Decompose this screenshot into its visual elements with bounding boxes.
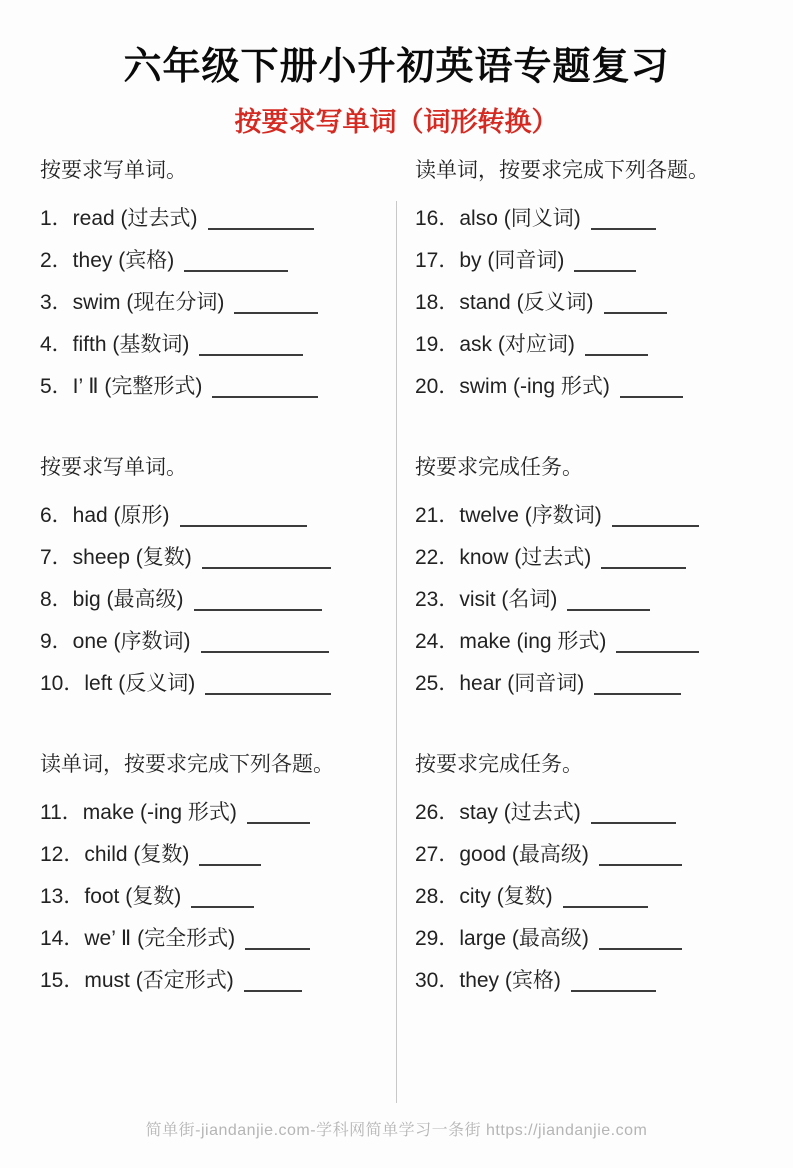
question-row (415, 366, 775, 408)
answer-blank[interactable] (574, 270, 636, 272)
group-items (40, 198, 382, 408)
answer-blank[interactable] (202, 567, 331, 569)
question-row (415, 495, 775, 537)
question-text: 29．large (最高级) (415, 927, 589, 951)
question-text: 27．good (最高级) (415, 843, 589, 867)
question-group (415, 156, 775, 408)
answer-blank[interactable] (567, 609, 650, 611)
question-row (40, 834, 382, 876)
question-row (415, 579, 775, 621)
question-row (415, 876, 775, 918)
question-text: 6．had (原形) (40, 504, 170, 528)
answer-blank[interactable] (199, 354, 303, 356)
question-row (415, 663, 775, 705)
question-group (415, 750, 775, 1002)
answer-blank[interactable] (184, 270, 288, 272)
question-row (415, 621, 775, 663)
question-row (40, 876, 382, 918)
question-text: 19．ask (对应词) (415, 333, 575, 357)
column-left (40, 156, 396, 1002)
question-row (40, 366, 382, 408)
question-row (415, 240, 775, 282)
answer-blank[interactable] (199, 864, 261, 866)
question-group (40, 156, 382, 408)
question-text: 22．know (过去式) (415, 546, 592, 570)
answer-blank[interactable] (180, 525, 307, 527)
question-text: 4．fifth (基数词) (40, 333, 190, 357)
question-text: 2．they (宾格) (40, 249, 175, 273)
group-instruction: 按要求写单词。 (40, 159, 187, 183)
question-row (40, 663, 382, 705)
group-items (415, 495, 775, 705)
answer-blank[interactable] (591, 228, 656, 230)
question-text: 3．swim (现在分词) (40, 291, 225, 315)
question-text: 13．foot (复数) (40, 885, 182, 909)
answer-blank[interactable] (599, 864, 682, 866)
question-row (40, 537, 382, 579)
question-row (40, 198, 382, 240)
question-row (415, 537, 775, 579)
answer-blank[interactable] (247, 822, 310, 824)
question-group (40, 750, 382, 1002)
answer-blank[interactable] (620, 396, 683, 398)
question-group (415, 453, 775, 705)
question-text: 8．big (最高级) (40, 588, 184, 612)
worksheet-page (0, 46, 793, 1168)
question-row (40, 324, 382, 366)
page-title: 六年级下册小升初英语专题复习 (123, 46, 670, 88)
question-text: 17．by (同音词) (415, 249, 565, 273)
answer-blank[interactable] (191, 906, 254, 908)
question-text: 20．swim (-ing 形式) (415, 375, 610, 399)
question-row (40, 792, 382, 834)
answer-blank[interactable] (208, 228, 314, 230)
answer-blank[interactable] (205, 693, 331, 695)
question-text: 14．we’ Ⅱ (完全形式) (40, 927, 236, 951)
question-row (40, 495, 382, 537)
group-instruction: 读单词，按要求完成下列各题。 (40, 753, 334, 777)
question-row (415, 918, 775, 960)
group-instruction: 按要求完成任务。 (415, 753, 583, 777)
question-row (40, 282, 382, 324)
group-items (415, 792, 775, 1002)
question-row (415, 324, 775, 366)
column-divider (396, 201, 397, 1103)
answer-blank[interactable] (616, 651, 699, 653)
answer-blank[interactable] (244, 990, 302, 992)
question-row (415, 792, 775, 834)
question-text: 26．stay (过去式) (415, 801, 581, 825)
question-row (40, 621, 382, 663)
answer-blank[interactable] (594, 693, 681, 695)
question-row (415, 282, 775, 324)
answer-blank[interactable] (604, 312, 667, 314)
question-row (40, 960, 382, 1002)
answer-blank[interactable] (234, 312, 318, 314)
question-text: 25．hear (同音词) (415, 672, 585, 696)
question-text: 24．make (ing 形式) (415, 630, 607, 654)
group-items (40, 495, 382, 705)
question-text: 23．visit (名词) (415, 588, 558, 612)
answer-blank[interactable] (601, 567, 686, 569)
question-text: 10．left (反义词) (40, 672, 196, 696)
answer-blank[interactable] (563, 906, 648, 908)
question-text: 9．one (序数词) (40, 630, 191, 654)
column-right (396, 156, 775, 1002)
question-text: 12．child (复数) (40, 843, 190, 867)
question-text: 15．must (否定形式) (40, 969, 234, 993)
answer-blank[interactable] (201, 651, 329, 653)
question-text: 30．they (宾格) (415, 969, 561, 993)
group-items (415, 198, 775, 408)
question-text: 16．also (同义词) (415, 207, 581, 231)
question-row (40, 240, 382, 282)
answer-blank[interactable] (212, 396, 318, 398)
question-row (415, 198, 775, 240)
page-subtitle: 按要求写单词（词形转换） (234, 106, 559, 137)
group-instruction: 读单词，按要求完成下列各题。 (415, 159, 709, 183)
question-text: 7．sheep (复数) (40, 546, 192, 570)
answer-blank[interactable] (599, 948, 682, 950)
group-instruction: 按要求写单词。 (40, 456, 187, 480)
answer-blank[interactable] (612, 525, 699, 527)
group-instruction: 按要求完成任务。 (415, 456, 583, 480)
footer-watermark: 简单街-jiandanjie.com-学科网简单学习一条街 https://jiandanjie.com (145, 1122, 648, 1139)
question-text: 1．read (过去式) (40, 207, 198, 231)
question-group (40, 453, 382, 705)
question-row (40, 918, 382, 960)
answer-blank[interactable] (571, 990, 656, 992)
question-row (415, 834, 775, 876)
group-items (40, 792, 382, 1002)
question-text: 21．twelve (序数词) (415, 504, 602, 528)
question-text: 18．stand (反义词) (415, 291, 594, 315)
answer-blank[interactable] (194, 609, 322, 611)
question-text: 28．city (复数) (415, 885, 553, 909)
question-text: 5．I’ Ⅱ (完整形式) (40, 375, 203, 399)
answer-blank[interactable] (585, 354, 648, 356)
question-row (415, 960, 775, 1002)
question-text: 11．make (-ing 形式) (40, 801, 237, 825)
answer-blank[interactable] (591, 822, 676, 824)
answer-blank[interactable] (245, 948, 310, 950)
question-row (40, 579, 382, 621)
